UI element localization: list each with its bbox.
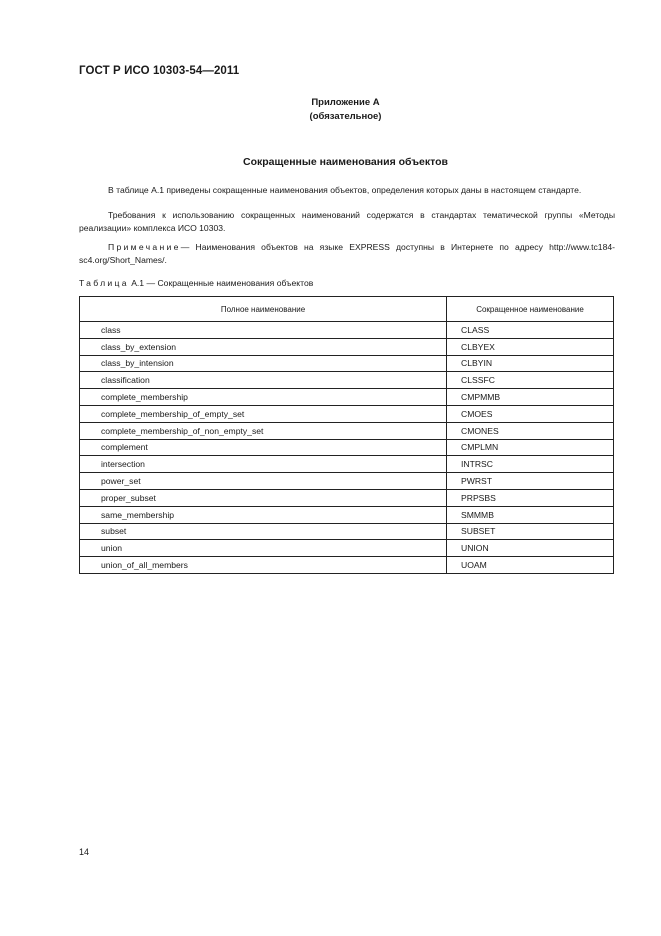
full-name-cell: complement bbox=[80, 439, 447, 456]
short-name-cell: UOAM bbox=[447, 557, 614, 574]
table-row bbox=[80, 506, 614, 523]
note-paragraph bbox=[79, 241, 615, 266]
table-row bbox=[80, 322, 614, 339]
table-row bbox=[80, 473, 614, 490]
note-text: — Наименования объектов на языке EXPRESS доступны в Интернете по адресу http://www.tc184-sc4.org/Short_Names/. bbox=[79, 242, 615, 265]
full-name-cell: intersection bbox=[80, 456, 447, 473]
paragraph-intro: В таблице А.1 приведены сокращенные наименования объектов, определения которых даны в настоящем стандарте. bbox=[108, 185, 582, 195]
full-name-cell: power_set bbox=[80, 473, 447, 490]
short-name-cell: CMOES bbox=[447, 405, 614, 422]
full-name-cell: union_of_all_members bbox=[80, 557, 447, 574]
table-caption bbox=[79, 278, 313, 288]
short-name-cell: CMPLMN bbox=[447, 439, 614, 456]
table-row bbox=[80, 338, 614, 355]
short-name-cell: INTRSC bbox=[447, 456, 614, 473]
full-name-cell: class_by_extension bbox=[80, 338, 447, 355]
column-header-full-name: Полное наименование bbox=[80, 297, 447, 322]
page-number: 14 bbox=[79, 847, 90, 857]
full-name-cell: same_membership bbox=[80, 506, 447, 523]
short-name-cell: CLBYIN bbox=[447, 355, 614, 372]
full-name-cell: complete_membership_of_non_empty_set bbox=[80, 422, 447, 439]
full-name-cell: class_by_intension bbox=[80, 355, 447, 372]
paragraph-requirements: Требования к использованию сокращенных наименований содержатся в стандартах тематической группы «Методы реализации» комплекса ИСО 10303. bbox=[79, 210, 615, 233]
full-name-cell: class bbox=[80, 322, 447, 339]
full-name-cell: complete_membership bbox=[80, 389, 447, 406]
annex-status: (обязательное) bbox=[309, 111, 382, 122]
short-name-cell: CLASS bbox=[447, 322, 614, 339]
annex-heading bbox=[0, 96, 661, 124]
full-name-cell: classification bbox=[80, 372, 447, 389]
table-header-row bbox=[80, 297, 614, 322]
table-caption-label: Таблица bbox=[79, 278, 129, 288]
table-row bbox=[80, 489, 614, 506]
table-caption-text: А.1 — Сокращенные наименования объектов bbox=[131, 278, 314, 288]
full-name-cell: complete_membership_of_empty_set bbox=[80, 405, 447, 422]
short-name-cell: UNION bbox=[447, 540, 614, 557]
short-name-cell: CMONES bbox=[447, 422, 614, 439]
table-row bbox=[80, 523, 614, 540]
short-name-cell: PWRST bbox=[447, 473, 614, 490]
short-name-cell: CLSSFC bbox=[447, 372, 614, 389]
short-name-cell: CLBYEX bbox=[447, 338, 614, 355]
table-row bbox=[80, 422, 614, 439]
table-row bbox=[80, 405, 614, 422]
annex-title: Приложение А bbox=[311, 97, 380, 108]
table-row bbox=[80, 540, 614, 557]
table-row bbox=[80, 389, 614, 406]
full-name-cell: subset bbox=[80, 523, 447, 540]
document-code: ГОСТ Р ИСО 10303-54—2011 bbox=[79, 65, 240, 77]
short-names-table bbox=[79, 296, 614, 574]
short-name-cell: PRPSBS bbox=[447, 489, 614, 506]
table-row bbox=[80, 439, 614, 456]
short-name-cell: SMMMB bbox=[447, 506, 614, 523]
note-label: Примечание bbox=[108, 242, 181, 252]
short-name-cell: SUBSET bbox=[447, 523, 614, 540]
table-row bbox=[80, 372, 614, 389]
table-row bbox=[80, 456, 614, 473]
full-name-cell: proper_subset bbox=[80, 489, 447, 506]
table-row bbox=[80, 355, 614, 372]
section-title: Сокращенные наименования объектов bbox=[243, 156, 448, 168]
short-name-cell: CMPMMB bbox=[447, 389, 614, 406]
table-row bbox=[80, 557, 614, 574]
column-header-short-name: Сокращенное наименование bbox=[447, 297, 614, 322]
full-name-cell: union bbox=[80, 540, 447, 557]
